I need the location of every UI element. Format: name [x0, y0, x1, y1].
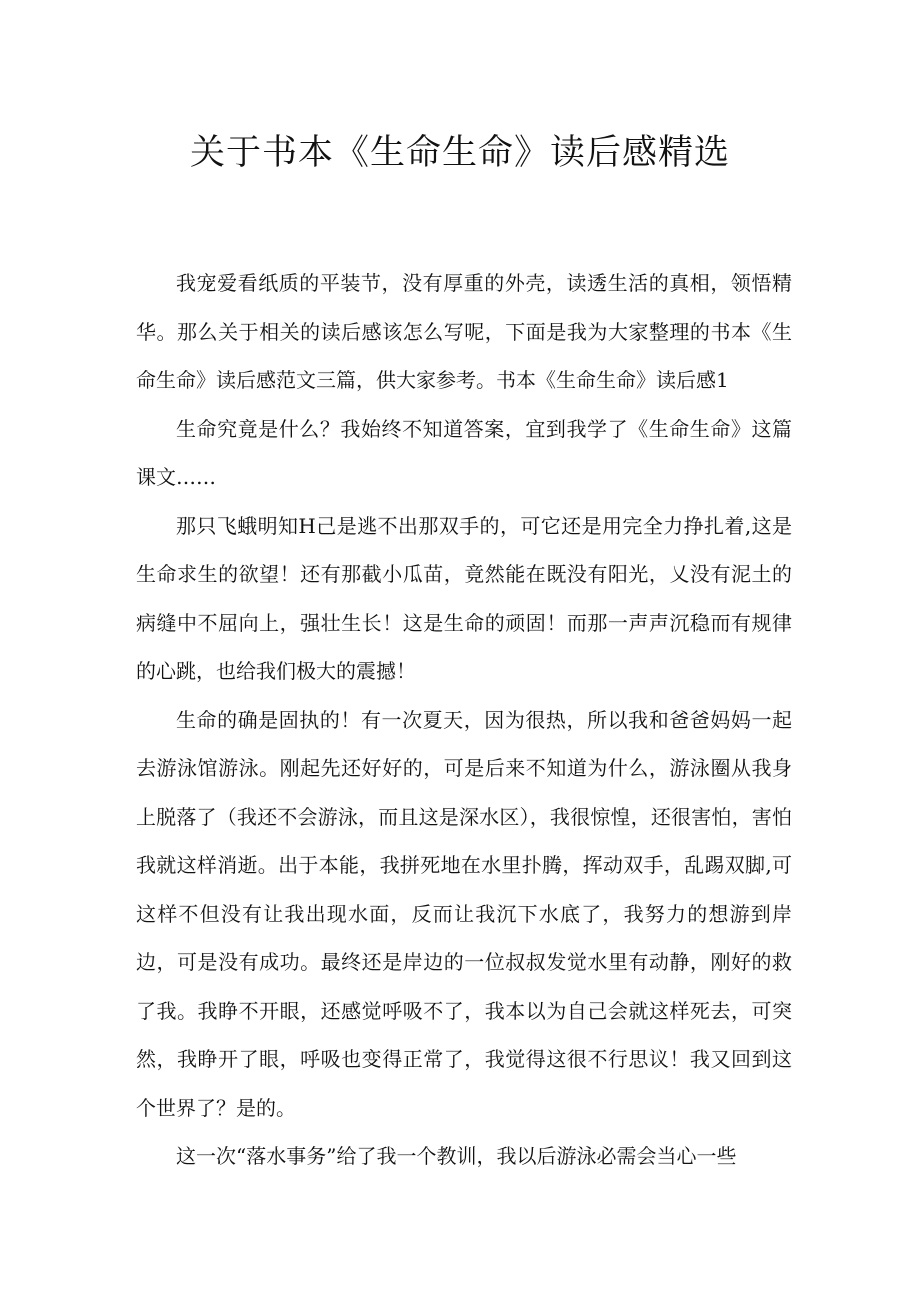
- paragraph-intro: 我宠爱看纸质的平装节，没有厚重的外壳，读透生活的真相，领悟精华。那么关于相关的读后感该怎么写呢，下面是我为大家整理的书本《生命生命》读后感范文三篇，供大家参考。书本《生命生命》读后感1: [136, 271, 792, 392]
- paragraph-moth: 那只飞蛾明知H己是逃不出那双手的，可它还是用完全力挣扎着,这是生命求生的欲望！还有那截小瓜苗，竟然能在既没有阳光，乂没有泥土的病缝中不屈向上，强壮生长！这是生命的顽固！而那一声声沉稳而有规律的心跳，也给我们极大的震撼！: [136, 513, 792, 683]
- paragraph-lesson: 这一次“落水事务”给了我一个教训，我以后游泳必需会当心一些: [176, 1144, 737, 1168]
- document-title: 关于书本《生命生命》读后感精选: [189, 133, 730, 173]
- paragraph-question: 生命究竟是什么？我始终不知道答案，宜到我学了《生命生命》这篇课文……: [136, 416, 792, 489]
- document-body: [136, 259, 792, 1181]
- paragraph-swimming: 生命的确是固执的！有一次夏天，因为很热，所以我和爸爸妈妈一起去游泳馆游泳。刚起先还好好的，可是后来不知道为什么，游泳圈从我身上脱落了（我还不会游泳，而且这是深水区），我很惊惶，还很害怕，害怕我就这样消逝。出于本能，我拼死地在水里扑腾，挥动双手，乱踢双脚,可这样不但没有让我出现水面，反而让我沉下水底了，我努力的想游到岸边，可是没有成功。最终还是岸边的一位叔叔发觉水里有动静，刚好的救了我。我睁不开眼，还感觉呼吸不了，我本以为自己会就这样死去，可突然，我睁开了眼，呼吸也变得正常了，我觉得这很不行思议！我又回到这个世界了？是的。: [136, 707, 792, 1120]
